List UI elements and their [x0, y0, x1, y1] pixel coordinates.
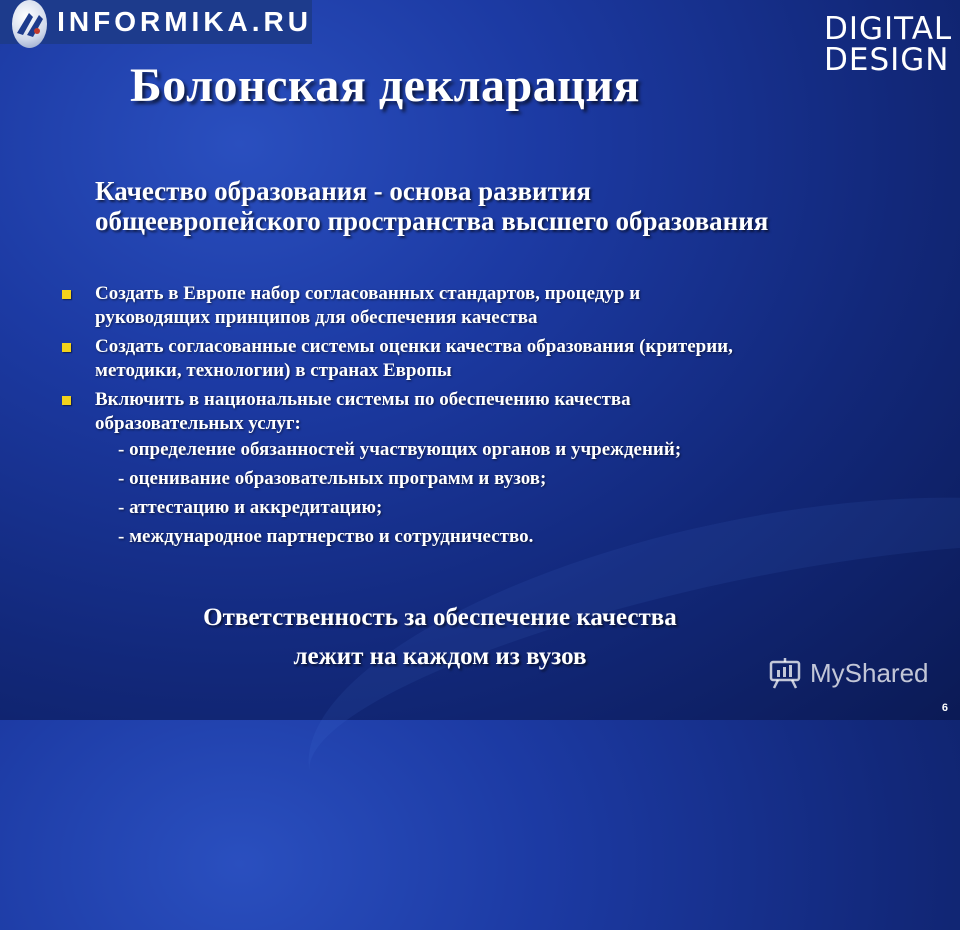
bullet-item — [60, 335, 940, 383]
sub-item: - аттестацию и аккредитацию; — [118, 497, 383, 518]
subtitle-line1: Качество образования - основа развития — [95, 176, 592, 206]
bullet-item — [60, 282, 940, 330]
bullet-text-line2: методики, технологии) в странах Европы — [95, 360, 452, 381]
informika-emblem-icon — [12, 0, 47, 48]
conclusion-line2: лежит на каждом из вузов — [293, 643, 587, 670]
myshared-watermark — [768, 656, 929, 690]
bullet-text-line1: Включить в национальные системы по обеспечению качества — [95, 389, 631, 410]
sub-item: - определение обязанностей участвующих органов и учреждений; — [118, 439, 682, 460]
conclusion-line1: Ответственность за обеспечение качества — [203, 604, 677, 631]
bullet-square-icon — [62, 343, 71, 352]
page-number: 6 — [941, 702, 948, 714]
informika-logo — [0, 0, 312, 44]
bullet-text-line1: Создать согласованные системы оценки качества образования (критерии, — [95, 336, 733, 357]
digital-design-line2: DESIGN — [824, 42, 950, 78]
digital-design-line1: DIGITAL — [824, 11, 953, 47]
informika-logo-text: INFORMIKA.RU — [57, 6, 312, 37]
sub-item: - оценивание образовательных программ и вузов; — [118, 468, 547, 489]
slide-title: Болонская декларация — [129, 59, 641, 112]
presentation-board-icon — [768, 656, 802, 690]
myshared-text: MyShared — [810, 657, 929, 688]
bullet-item — [60, 388, 940, 436]
bullet-square-icon — [62, 396, 71, 405]
bullet-text-line2: руководящих принципов для обеспечения качества — [95, 307, 538, 328]
bullet-text-line1: Создать в Европе набор согласованных стандартов, процедур и — [95, 283, 641, 304]
bullet-square-icon — [62, 290, 71, 299]
subtitle-line2: общеевропейского пространства высшего образования — [95, 206, 769, 236]
conclusion-text — [0, 598, 880, 676]
sub-item: - международное партнерство и сотрудничество. — [118, 526, 534, 547]
sub-item-list — [118, 438, 938, 554]
bullet-text-line2: образовательных услуг: — [95, 413, 301, 434]
bullet-list — [60, 282, 940, 441]
slide-subtitle — [95, 176, 935, 236]
